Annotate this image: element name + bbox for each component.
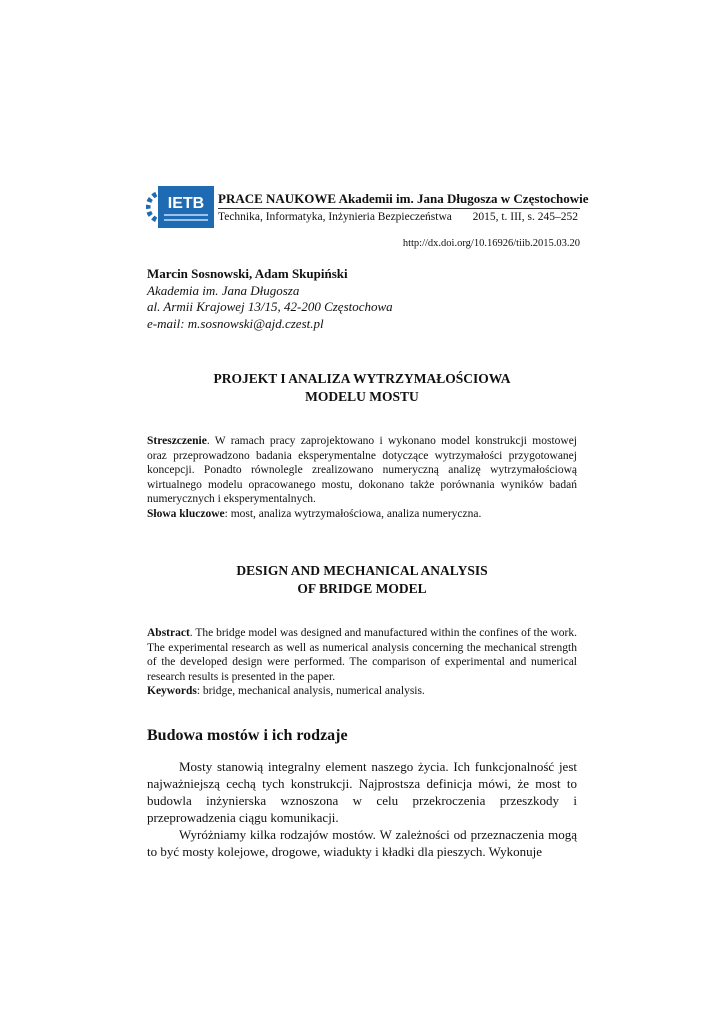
logo-text: IETB (167, 195, 205, 212)
title-english-line1: DESIGN AND MECHANICAL ANALYSIS (236, 563, 488, 578)
paragraph: Mosty stanowią integralny element naszego życia. Ich funkcjonalność jest najważniejszą cechą tych konstrukcji. Najprostsza definicja mówi, że most to budowla inżynierska wznoszona w celu przekroczenia przeszkody i przeprowadzenia ciągu komunikacji. (147, 759, 577, 825)
keywords-polish (147, 507, 577, 522)
paragraph: Wyróżniamy kilka rodzajów mostów. W zależności od przeznaczenia mogą to być mosty kolejowe, drogowe, wiadukty i kładki dla pieszych. Wykonuje (147, 827, 577, 859)
title-polish-line2: MODELU MOSTU (305, 389, 419, 404)
abstract-english (147, 626, 577, 699)
section-body (147, 758, 577, 860)
address: al. Armii Krajowej 13/15, 42-200 Częstochowa (147, 299, 393, 314)
journal-series: Technika, Informatyka, Inżynieria Bezpieczeństwa (218, 211, 452, 223)
logo-stripe (164, 219, 208, 221)
affiliation: Akademia im. Jana Długosza (147, 283, 300, 298)
doi-link[interactable]: http://dx.doi.org/10.16926/tiib.2015.03.20 (402, 238, 580, 249)
section-heading: Budowa mostów i ich rodzaje (147, 727, 348, 744)
abstract-polish-text: . W ramach pracy zaprojektowano i wykonano model konstrukcji mostowej oraz przeprowadzono badania eksperymentalne dotyczące wytrzymałości przygotowanej koncepcji. Ponadto równolegle zrealizowano numeryczną analizę wytrzymałościową wirtualnego modelu opracowanego mostu, dokonano także porównania wyników badań numerycznych i eksperymentalnych. (147, 435, 577, 506)
abstract-english-label: Abstract (147, 627, 190, 639)
title-english (147, 562, 577, 598)
keywords-polish-label: Słowa kluczowe (147, 507, 225, 520)
keywords-english (147, 684, 577, 699)
abstract-english-text: . The bridge model was designed and manufactured within the confines of the work. The experimental research as well as numerical analysis concerning the mechanical strength of the developed design were performed. The comparison of experimental and numerical research results is presented in the paper. (147, 627, 577, 683)
journal-title: PRACE NAUKOWE Akademii im. Jana Długosza w Częstochowie (218, 191, 589, 206)
header-rule (218, 208, 580, 209)
logo-stripe (164, 214, 208, 216)
volume-pages: 2015, t. III, s. 245–252 (472, 211, 578, 223)
keywords-english-text: : bridge, mechanical analysis, numerical analysis. (196, 685, 425, 698)
journal-logo (146, 182, 216, 232)
journal-series-row (218, 211, 578, 223)
abstract-polish (147, 434, 577, 522)
title-polish (147, 370, 577, 406)
email[interactable]: e-mail: m.sosnowski@ajd.czest.pl (147, 316, 324, 331)
title-polish-line1: PROJEKT I ANALIZA WYTRZYMAŁOŚCIOWA (213, 371, 511, 386)
author-names: Marcin Sosnowski, Adam Skupiński (147, 266, 348, 281)
title-english-line2: OF BRIDGE MODEL (297, 581, 427, 596)
keywords-polish-text: : most, analiza wytrzymałościowa, analiza numeryczna. (224, 507, 482, 520)
abstract-polish-label: Streszczenie (147, 435, 207, 447)
keywords-english-label: Keywords (147, 685, 197, 698)
